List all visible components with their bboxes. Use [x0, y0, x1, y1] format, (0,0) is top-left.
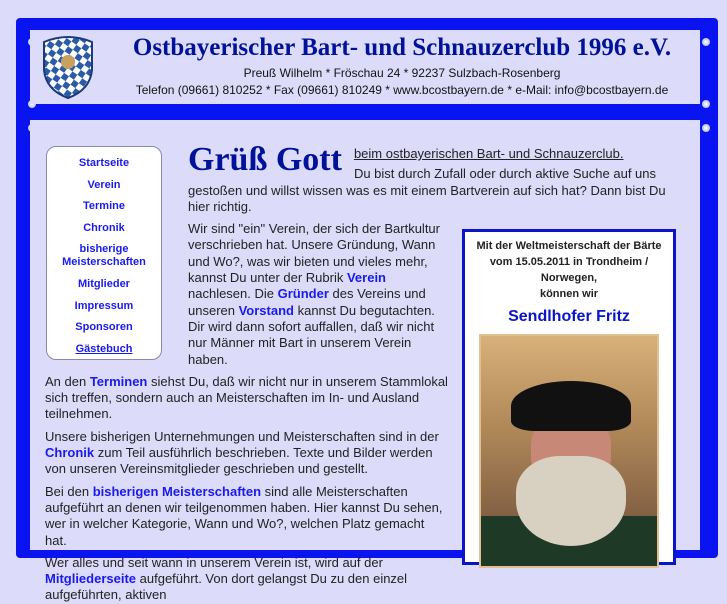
- text: Unsere bisherigen Unternehmungen und Meisterschaften sind in der: [45, 428, 439, 444]
- link-termine[interactable]: Terminen: [89, 373, 148, 389]
- link-gruender[interactable]: Gründer: [277, 286, 329, 302]
- bavarian-crest-icon: [40, 34, 96, 100]
- text: An den: [45, 373, 90, 389]
- nav-meisterschaften[interactable]: [47, 243, 161, 269]
- champion-name: Sendlhofer Fritz: [508, 308, 630, 326]
- nav-menu: [46, 146, 162, 360]
- champion-box: [462, 229, 676, 565]
- text: zum Teil ausführlich beschrieben. Texte und Bilder werden von unseren Vereinsmitglieder geschrieben und gestellt.: [45, 445, 433, 477]
- link-mitgliederseite[interactable]: Mitgliederseite: [45, 571, 137, 587]
- champion-text-1: Mit der Weltmeisterschaft der Bärte: [476, 240, 662, 253]
- decor-dot: [702, 38, 710, 46]
- nav-gaestebuch[interactable]: Gästebuch: [75, 342, 133, 355]
- nav-mitglieder[interactable]: Mitglieder: [78, 277, 130, 290]
- text: nachlesen. Die: [188, 286, 278, 302]
- text: Bei den: [45, 483, 93, 499]
- decor-dot: [702, 124, 710, 132]
- site-header: [30, 30, 700, 104]
- champion-text-3: Norwegen,: [540, 272, 598, 285]
- champion-photo: [479, 334, 659, 568]
- intro-paragraph: Du bist durch Zufall oder durch aktive Suche auf uns gestoßen und willst wissen was es mit einem Bartverein auf sich hat? Dann bist Du hier richtig.: [188, 166, 666, 214]
- nav-verein[interactable]: Verein: [87, 178, 121, 191]
- nav-meisterschaften-line1: bisherige: [79, 243, 129, 256]
- page-subheading: beim ostbayerischen Bart- und Schnauzerclub.: [353, 146, 624, 161]
- page-heading: Grüß Gott: [188, 141, 342, 178]
- site-contact: Telefon (09661) 810252 * Fax (09661) 810249 * www.bcostbayern.de * e-Mail: info@bcostbayern.de: [135, 83, 669, 97]
- text: sind alle Meisterschaften aufgeführt an denen wir teilgenommen haben. Hier kannst Du sehen, wer in welcher Kategorie, Wann und Wo?, welchen Platz gemacht hat.: [45, 483, 443, 548]
- nav-sponsoren[interactable]: Sponsoren: [75, 321, 133, 334]
- site-title: Ostbayerischer Bart- und Schnauzerclub 1996 e.V.: [132, 34, 672, 61]
- text: siehst Du, daß wir nicht nur in unserem Stammlokal sich treffen, sondern auch an Meisterschaften im In- und Ausland teilnehmen.: [45, 373, 448, 422]
- champion-text-4: können wir: [539, 288, 599, 301]
- text: Wir sind "ein" Verein, der sich der Bartkultur verschrieben hat. Unsere Gründung, Wann und Wo?, was wir bieten und vieles mehr, kannst Du unter der Rubrik: [188, 221, 440, 286]
- text: Wer alles und seit wann in unserem Verein ist, wird auf der: [45, 554, 383, 570]
- link-vorstand[interactable]: Vorstand: [238, 302, 294, 318]
- nav-startseite[interactable]: Startseite: [78, 157, 130, 169]
- text: des Vereins und unseren: [188, 286, 426, 318]
- link-chronik[interactable]: Chronik: [45, 445, 95, 461]
- champion-text-2: vom 15.05.2011 in Trondheim /: [489, 256, 649, 269]
- text: aufgeführt. Von dort gelangst Du zu den einzel aufgeführten, aktiven: [45, 571, 408, 603]
- nav-chronik[interactable]: Chronik: [83, 221, 125, 234]
- nav-termine[interactable]: Termine: [83, 200, 125, 213]
- decor-dot: [702, 100, 710, 108]
- link-verein[interactable]: Verein: [346, 270, 386, 286]
- nav-meisterschaften-line2: Meisterschaften: [62, 256, 146, 269]
- text: kannst Du begutachten. Dir wird dann sofort auffallen, daß wir nicht nur Männer mit Bart in unserem Verein haben.: [188, 302, 435, 367]
- link-meisterschaften[interactable]: bisherigen Meisterschaften: [92, 483, 262, 499]
- site-address: Preuß Wilhelm * Fröschau 24 * 92237 Sulzbach-Rosenberg: [243, 66, 561, 80]
- nav-impressum[interactable]: Impressum: [74, 299, 134, 312]
- content-panel: [30, 120, 700, 603]
